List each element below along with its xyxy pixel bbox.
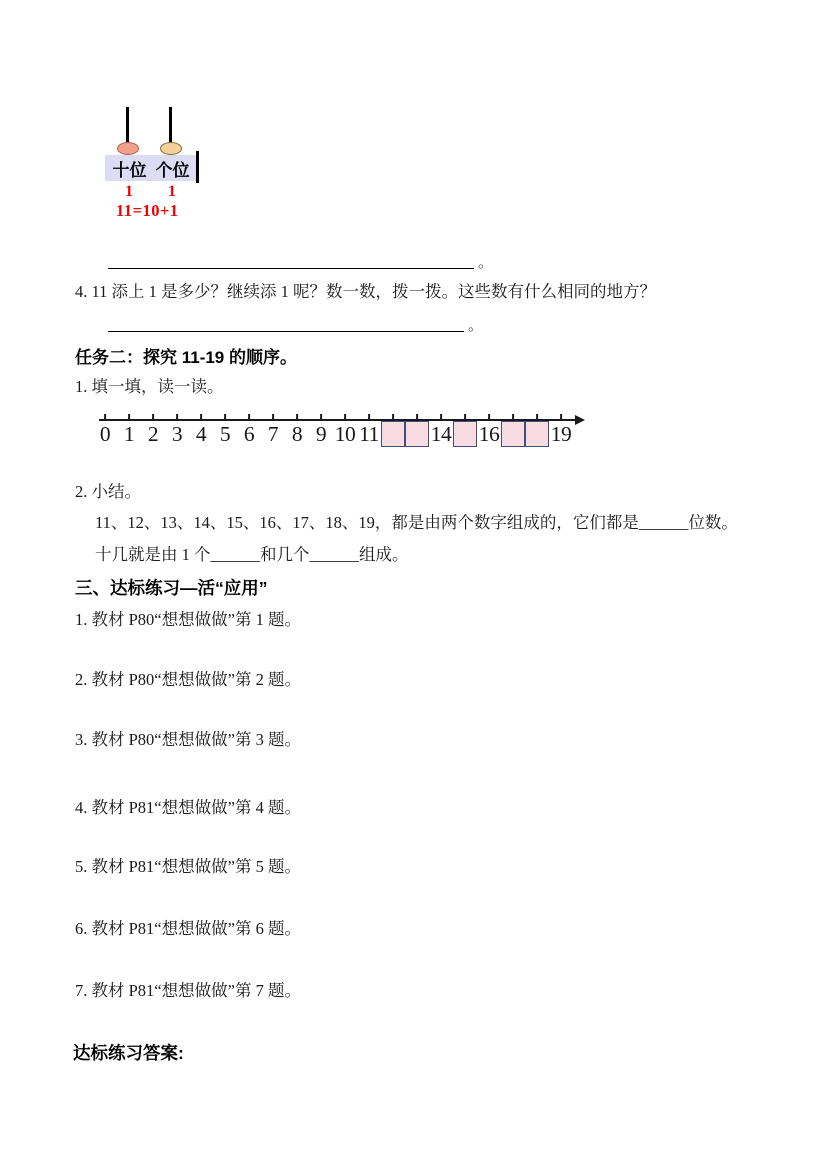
tick-mark [200, 414, 202, 420]
practice-item-2: 2. 教材 P80“想想做做”第 2 题。 [75, 670, 301, 689]
place-value-strip [105, 155, 197, 181]
tick-mark [512, 414, 514, 420]
number-label: 14 [430, 422, 452, 446]
answers-heading: 达标练习答案: [73, 1043, 184, 1063]
tick-mark [464, 414, 466, 420]
tick-mark [368, 414, 370, 420]
practice-item-5: 5. 教材 P81“想想做做”第 5 题。 [75, 857, 301, 876]
period-mark: 。 [468, 318, 484, 334]
number-line-cell [501, 407, 525, 461]
number-label: 3 [171, 422, 183, 446]
text-cursor-bar [196, 151, 199, 183]
tick-mark [536, 414, 538, 420]
equation-text: 11=10+1 [116, 201, 179, 220]
task2-heading: 任务二：探究 11-19 的顺序。 [75, 348, 297, 367]
practice-item-3: 3. 教材 P80“想想做做”第 3 题。 [75, 730, 301, 749]
ones-place-label: 个位 [155, 160, 190, 180]
practice-item-4: 4. 教材 P81“想想做做”第 4 题。 [75, 798, 301, 817]
blank-rule[interactable] [108, 247, 474, 269]
tick-mark [488, 414, 490, 420]
summary-line-1: 11、12、13、14、15、16、17、18、19，都是由两个数字组成的，它们都是______位数。 [95, 513, 738, 532]
tick-mark [152, 414, 154, 420]
number-label: 19 [550, 422, 572, 446]
number-label: 7 [267, 422, 279, 446]
section3-heading: 三、达标练习—活“应用” [75, 578, 268, 598]
practice-item-1: 1. 教材 P80“想想做做”第 1 题。 [75, 610, 301, 629]
tick-mark [296, 414, 298, 420]
number-label: 5 [219, 422, 231, 446]
tick-mark [560, 414, 562, 420]
task2-step1-text: 1. 填一填，读一读。 [75, 377, 224, 396]
tick-mark [176, 414, 178, 420]
tens-digit: 1 [125, 183, 133, 200]
number-label: 9 [315, 422, 327, 446]
practice-item-6: 6. 教材 P81“想想做做”第 6 题。 [75, 919, 301, 938]
number-label: 0 [99, 422, 111, 446]
period-mark: 。 [478, 255, 494, 271]
number-line-cell [357, 407, 381, 461]
tick-mark [104, 414, 106, 420]
tick-mark [224, 414, 226, 420]
answer-blank-line-2[interactable] [108, 310, 483, 332]
tick-mark [440, 414, 442, 420]
number-line-cell [549, 407, 573, 461]
tick-mark [272, 414, 274, 420]
task2-step2-text: 2. 小结。 [75, 482, 141, 501]
abacus-bead-tens [117, 142, 139, 155]
tick-mark [344, 414, 346, 420]
number-line-cell [381, 407, 405, 461]
number-label: 11 [359, 422, 379, 446]
number-label: 1 [123, 422, 135, 446]
number-label: 16 [478, 422, 500, 446]
tick-mark [248, 414, 250, 420]
tick-mark [320, 414, 322, 420]
ones-digit: 1 [168, 183, 176, 200]
number-label: 8 [291, 422, 303, 446]
answer-blank-line-1[interactable] [108, 247, 493, 269]
tick-mark [392, 414, 394, 420]
number-line-cells [93, 407, 573, 461]
number-label: 6 [243, 422, 255, 446]
abacus-bead-ones [160, 142, 182, 155]
number-line-cell [477, 407, 501, 461]
number-label: 10 [334, 422, 356, 446]
number-line-cell [429, 407, 453, 461]
tens-place-label: 十位 [112, 160, 147, 180]
practice-item-7: 7. 教材 P81“想想做做”第 7 题。 [75, 981, 301, 1000]
summary-line-2: 十几就是由 1 个______和几个______组成。 [95, 545, 409, 564]
tick-mark [128, 414, 130, 420]
blank-rule[interactable] [108, 310, 464, 332]
number-label: 4 [195, 422, 207, 446]
question-4-text: 4. 11 添上 1 是多少？继续添 1 呢？数一数，拨一拨。这些数有什么相同的地方？ [75, 282, 657, 301]
number-line-figure [93, 407, 593, 461]
tick-mark [416, 414, 418, 420]
answer-box[interactable] [501, 421, 525, 447]
number-label: 2 [147, 422, 159, 446]
answer-box[interactable] [381, 421, 405, 447]
